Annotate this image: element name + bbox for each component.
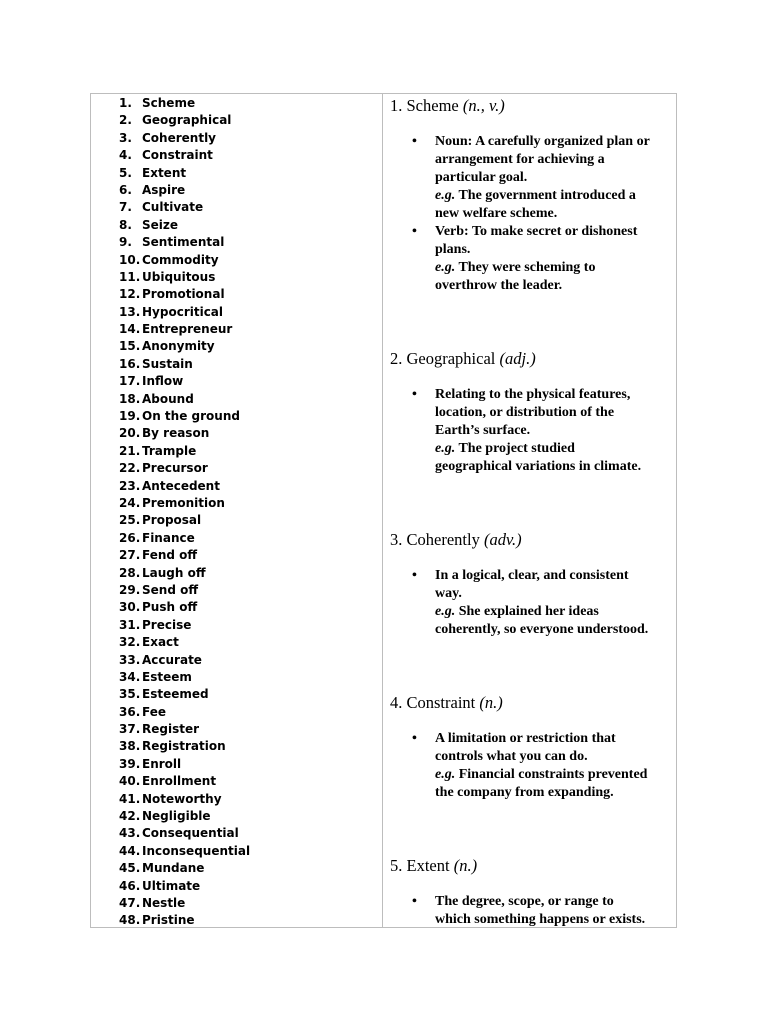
word-text: Enrollment bbox=[142, 774, 217, 789]
word-list-item bbox=[91, 704, 382, 721]
entry-heading bbox=[390, 530, 670, 550]
word-number: 45. bbox=[119, 861, 141, 876]
word-text: Register bbox=[142, 722, 200, 737]
word-number: 40. bbox=[119, 774, 141, 789]
word-number: 4. bbox=[119, 148, 132, 163]
example-line bbox=[435, 259, 670, 277]
word-number: 13. bbox=[119, 304, 141, 319]
bullet-icon: • bbox=[412, 731, 417, 746]
word-number: 2. bbox=[119, 113, 132, 128]
word-text: Premonition bbox=[142, 495, 225, 510]
word-list-item bbox=[91, 530, 382, 547]
definition-text: In a logical, clear, and consistent bbox=[435, 568, 629, 583]
word-text: Promotional bbox=[142, 287, 225, 302]
definition-text: controls what you can do. bbox=[435, 749, 588, 764]
word-number: 44. bbox=[119, 843, 141, 858]
example-text: Financial constraints prevented bbox=[455, 767, 648, 782]
part-of-speech: (n.) bbox=[479, 693, 503, 712]
word-number: 5. bbox=[119, 165, 132, 180]
bullet-icon: • bbox=[412, 387, 417, 402]
word-list-item bbox=[91, 443, 382, 460]
word-text: Laugh off bbox=[142, 565, 206, 580]
vocabulary-table bbox=[90, 93, 677, 928]
word-text: Seize bbox=[142, 217, 179, 232]
word-list-item bbox=[91, 617, 382, 634]
word-number: 18. bbox=[119, 391, 141, 406]
word-text: Geographical bbox=[142, 113, 232, 128]
part-of-speech: (adv.) bbox=[483, 530, 522, 549]
word-text: Esteem bbox=[142, 669, 192, 684]
word-text: Noteworthy bbox=[142, 791, 222, 806]
word-text: Mundane bbox=[142, 861, 205, 876]
word-number: 6. bbox=[119, 182, 132, 197]
word-number: 20. bbox=[119, 426, 141, 441]
word-text: Fend off bbox=[142, 548, 198, 563]
entry-scheme bbox=[390, 96, 670, 295]
word-number: 15. bbox=[119, 339, 141, 354]
word-list-column bbox=[91, 94, 383, 927]
word-number: 9. bbox=[119, 235, 132, 250]
word-text: Negligible bbox=[142, 809, 211, 824]
word-text: Accurate bbox=[142, 652, 202, 667]
word-list-item bbox=[91, 182, 382, 199]
word-text: Consequential bbox=[142, 826, 239, 841]
word-number: 23. bbox=[119, 478, 141, 493]
entry-coherently bbox=[390, 530, 670, 639]
definition-text: The degree, scope, or range to bbox=[435, 894, 614, 909]
word-text: Registration bbox=[142, 739, 226, 754]
example-text: coherently, so everyone understood. bbox=[435, 622, 649, 637]
word-number: 14. bbox=[119, 322, 141, 337]
definition-item bbox=[390, 893, 670, 929]
word-number: 28. bbox=[119, 565, 141, 580]
entry-geographical bbox=[390, 349, 670, 476]
definition-text: Relating to the physical features, bbox=[435, 387, 631, 402]
word-number: 8. bbox=[119, 217, 132, 232]
word-text: Precursor bbox=[142, 461, 208, 476]
word-text: Commodity bbox=[142, 252, 219, 267]
word-list-item bbox=[91, 669, 382, 686]
definition-list bbox=[390, 386, 670, 476]
definition-item bbox=[390, 386, 670, 476]
word-list-item bbox=[91, 756, 382, 773]
word-list-item bbox=[91, 425, 382, 442]
word-list-item bbox=[91, 721, 382, 738]
word-text: Send off bbox=[142, 582, 199, 597]
definition-item bbox=[390, 133, 670, 223]
word-list-item bbox=[91, 565, 382, 582]
example-label: e.g. bbox=[435, 188, 456, 203]
word-list-item bbox=[91, 460, 382, 477]
entry-word: 5. Extent bbox=[390, 856, 454, 875]
word-text: Inconsequential bbox=[142, 843, 251, 858]
definition-text: plans. bbox=[435, 242, 471, 257]
word-number: 46. bbox=[119, 878, 141, 893]
definition-text: which something happens or exists. bbox=[435, 912, 646, 927]
word-number: 17. bbox=[119, 374, 141, 389]
word-number: 47. bbox=[119, 895, 141, 910]
word-number: 43. bbox=[119, 826, 141, 841]
word-list-item bbox=[91, 95, 382, 112]
bullet-icon: • bbox=[412, 894, 417, 909]
word-list-item bbox=[91, 408, 382, 425]
word-list-item bbox=[91, 130, 382, 147]
word-number: 10. bbox=[119, 252, 141, 267]
word-text: Trample bbox=[142, 443, 197, 458]
word-number: 19. bbox=[119, 409, 141, 424]
definition-item bbox=[390, 730, 670, 802]
word-list-item bbox=[91, 808, 382, 825]
word-number: 7. bbox=[119, 200, 132, 215]
entry-heading bbox=[390, 693, 670, 713]
word-text: Cultivate bbox=[142, 200, 204, 215]
definition-list bbox=[390, 133, 670, 295]
word-list-item bbox=[91, 304, 382, 321]
entry-heading bbox=[390, 96, 670, 116]
word-list-item bbox=[91, 373, 382, 390]
example-text: The government introduced a bbox=[455, 188, 636, 203]
word-text: Antecedent bbox=[142, 478, 220, 493]
word-number: 38. bbox=[119, 739, 141, 754]
word-number: 25. bbox=[119, 513, 141, 528]
definition-text: Noun: A carefully organized plan or bbox=[435, 134, 650, 149]
word-list-item bbox=[91, 147, 382, 164]
word-text: Hypocritical bbox=[142, 304, 224, 319]
word-list-item bbox=[91, 547, 382, 564]
word-number: 22. bbox=[119, 461, 141, 476]
word-number: 33. bbox=[119, 652, 141, 667]
word-list-item bbox=[91, 478, 382, 495]
word-text: Fee bbox=[142, 704, 166, 719]
word-list-item bbox=[91, 686, 382, 703]
word-text: Scheme bbox=[142, 96, 196, 110]
example-text: She explained her ideas bbox=[455, 604, 599, 619]
word-list-item bbox=[91, 391, 382, 408]
definition-text: particular goal. bbox=[435, 170, 528, 185]
example-line bbox=[435, 440, 670, 458]
word-text: Precise bbox=[142, 617, 192, 632]
entry-word: 2. Geographical bbox=[390, 349, 500, 368]
part-of-speech: (n.) bbox=[453, 856, 478, 875]
word-text: Enroll bbox=[142, 756, 182, 771]
definition-text: arrangement for achieving a bbox=[435, 152, 605, 167]
word-list-item bbox=[91, 495, 382, 512]
word-list-item bbox=[91, 773, 382, 790]
word-text: Ultimate bbox=[142, 878, 201, 893]
word-number: 48. bbox=[119, 913, 141, 928]
example-text: geographical variations in climate. bbox=[435, 459, 642, 474]
part-of-speech: (adj.) bbox=[499, 349, 536, 368]
word-number: 24. bbox=[119, 495, 141, 510]
bullet-icon: • bbox=[412, 224, 417, 239]
word-text: On the ground bbox=[142, 409, 240, 424]
entry-heading bbox=[390, 856, 670, 876]
word-number: 30. bbox=[119, 600, 141, 615]
entry-extent bbox=[390, 856, 670, 929]
word-text: Esteemed bbox=[142, 687, 209, 702]
example-text: new welfare scheme. bbox=[435, 206, 558, 221]
example-line bbox=[435, 603, 670, 621]
word-number: 12. bbox=[119, 287, 141, 302]
word-text: Push off bbox=[142, 600, 198, 615]
word-list-item bbox=[91, 112, 382, 129]
word-list-item bbox=[91, 825, 382, 842]
example-text: the company from expanding. bbox=[435, 785, 614, 800]
word-list-item bbox=[91, 738, 382, 755]
word-text: Nestle bbox=[142, 895, 186, 910]
entry-word: 1. Scheme bbox=[390, 96, 463, 115]
word-list-item bbox=[91, 234, 382, 251]
word-list bbox=[91, 95, 382, 930]
word-list-item bbox=[91, 356, 382, 373]
definition-list bbox=[390, 567, 670, 639]
word-text: Extent bbox=[142, 165, 187, 180]
definition-list bbox=[390, 730, 670, 802]
definitions-column bbox=[383, 94, 676, 927]
word-text: Aspire bbox=[142, 182, 186, 197]
word-text: Inflow bbox=[142, 374, 184, 389]
definition-text: A limitation or restriction that bbox=[435, 731, 616, 746]
word-number: 26. bbox=[119, 530, 141, 545]
word-number: 1. bbox=[119, 96, 132, 110]
definition-text: way. bbox=[435, 586, 462, 601]
example-line bbox=[435, 187, 670, 205]
word-text: Pristine bbox=[142, 913, 195, 928]
word-text: By reason bbox=[142, 426, 210, 441]
entry-word: 4. Constraint bbox=[390, 693, 480, 712]
word-number: 16. bbox=[119, 356, 141, 371]
word-number: 29. bbox=[119, 582, 141, 597]
word-list-item bbox=[91, 165, 382, 182]
word-list-item bbox=[91, 199, 382, 216]
example-label: e.g. bbox=[435, 767, 456, 782]
word-number: 42. bbox=[119, 809, 141, 824]
definition-text: location, or distribution of the bbox=[435, 405, 615, 420]
word-number: 36. bbox=[119, 704, 141, 719]
example-line bbox=[435, 766, 670, 784]
word-text: Ubiquitous bbox=[142, 269, 216, 284]
word-list-item bbox=[91, 217, 382, 234]
part-of-speech: (n., v.) bbox=[462, 96, 505, 115]
word-number: 37. bbox=[119, 722, 141, 737]
word-list-item bbox=[91, 912, 382, 929]
definition-item bbox=[390, 567, 670, 639]
word-list-item bbox=[91, 286, 382, 303]
word-list-item bbox=[91, 321, 382, 338]
word-text: Coherently bbox=[142, 130, 217, 145]
definition-text: Verb: To make secret or dishonest bbox=[435, 224, 638, 239]
word-list-item bbox=[91, 269, 382, 286]
word-text: Anonymity bbox=[142, 339, 215, 354]
word-list-item bbox=[91, 599, 382, 616]
word-text: Constraint bbox=[142, 148, 213, 163]
word-number: 21. bbox=[119, 443, 141, 458]
entry-word: 3. Coherently bbox=[390, 530, 484, 549]
bullet-icon: • bbox=[412, 134, 417, 149]
example-text: They were scheming to bbox=[455, 260, 596, 275]
word-number: 41. bbox=[119, 791, 141, 806]
definition-text: Earth’s surface. bbox=[435, 423, 531, 438]
word-list-item bbox=[91, 582, 382, 599]
example-text: The project studied bbox=[455, 441, 575, 456]
word-number: 31. bbox=[119, 617, 141, 632]
word-number: 35. bbox=[119, 687, 141, 702]
example-text: overthrow the leader. bbox=[435, 278, 563, 293]
word-text: Exact bbox=[142, 635, 179, 650]
word-number: 32. bbox=[119, 635, 141, 650]
word-list-item bbox=[91, 860, 382, 877]
word-list-item bbox=[91, 252, 382, 269]
example-label: e.g. bbox=[435, 604, 456, 619]
entry-heading bbox=[390, 349, 670, 369]
entry-constraint bbox=[390, 693, 670, 802]
word-number: 11. bbox=[119, 269, 141, 284]
word-number: 34. bbox=[119, 669, 141, 684]
word-list-item bbox=[91, 338, 382, 355]
bullet-icon: • bbox=[412, 568, 417, 583]
word-list-item bbox=[91, 512, 382, 529]
word-list-item bbox=[91, 843, 382, 860]
example-label: e.g. bbox=[435, 441, 456, 456]
word-number: 3. bbox=[119, 130, 132, 145]
word-list-item bbox=[91, 652, 382, 669]
definition-item bbox=[390, 223, 670, 295]
example-label: e.g. bbox=[435, 260, 456, 275]
definition-list bbox=[390, 893, 670, 929]
word-number: 39. bbox=[119, 756, 141, 771]
word-list-item bbox=[91, 895, 382, 912]
word-number: 27. bbox=[119, 548, 141, 563]
word-text: Finance bbox=[142, 530, 195, 545]
word-text: Sentimental bbox=[142, 235, 225, 250]
word-text: Abound bbox=[142, 391, 194, 406]
word-list-item bbox=[91, 791, 382, 808]
word-list-item bbox=[91, 878, 382, 895]
word-list-item bbox=[91, 634, 382, 651]
word-text: Proposal bbox=[142, 513, 202, 528]
word-text: Entrepreneur bbox=[142, 322, 233, 337]
word-text: Sustain bbox=[142, 356, 193, 371]
